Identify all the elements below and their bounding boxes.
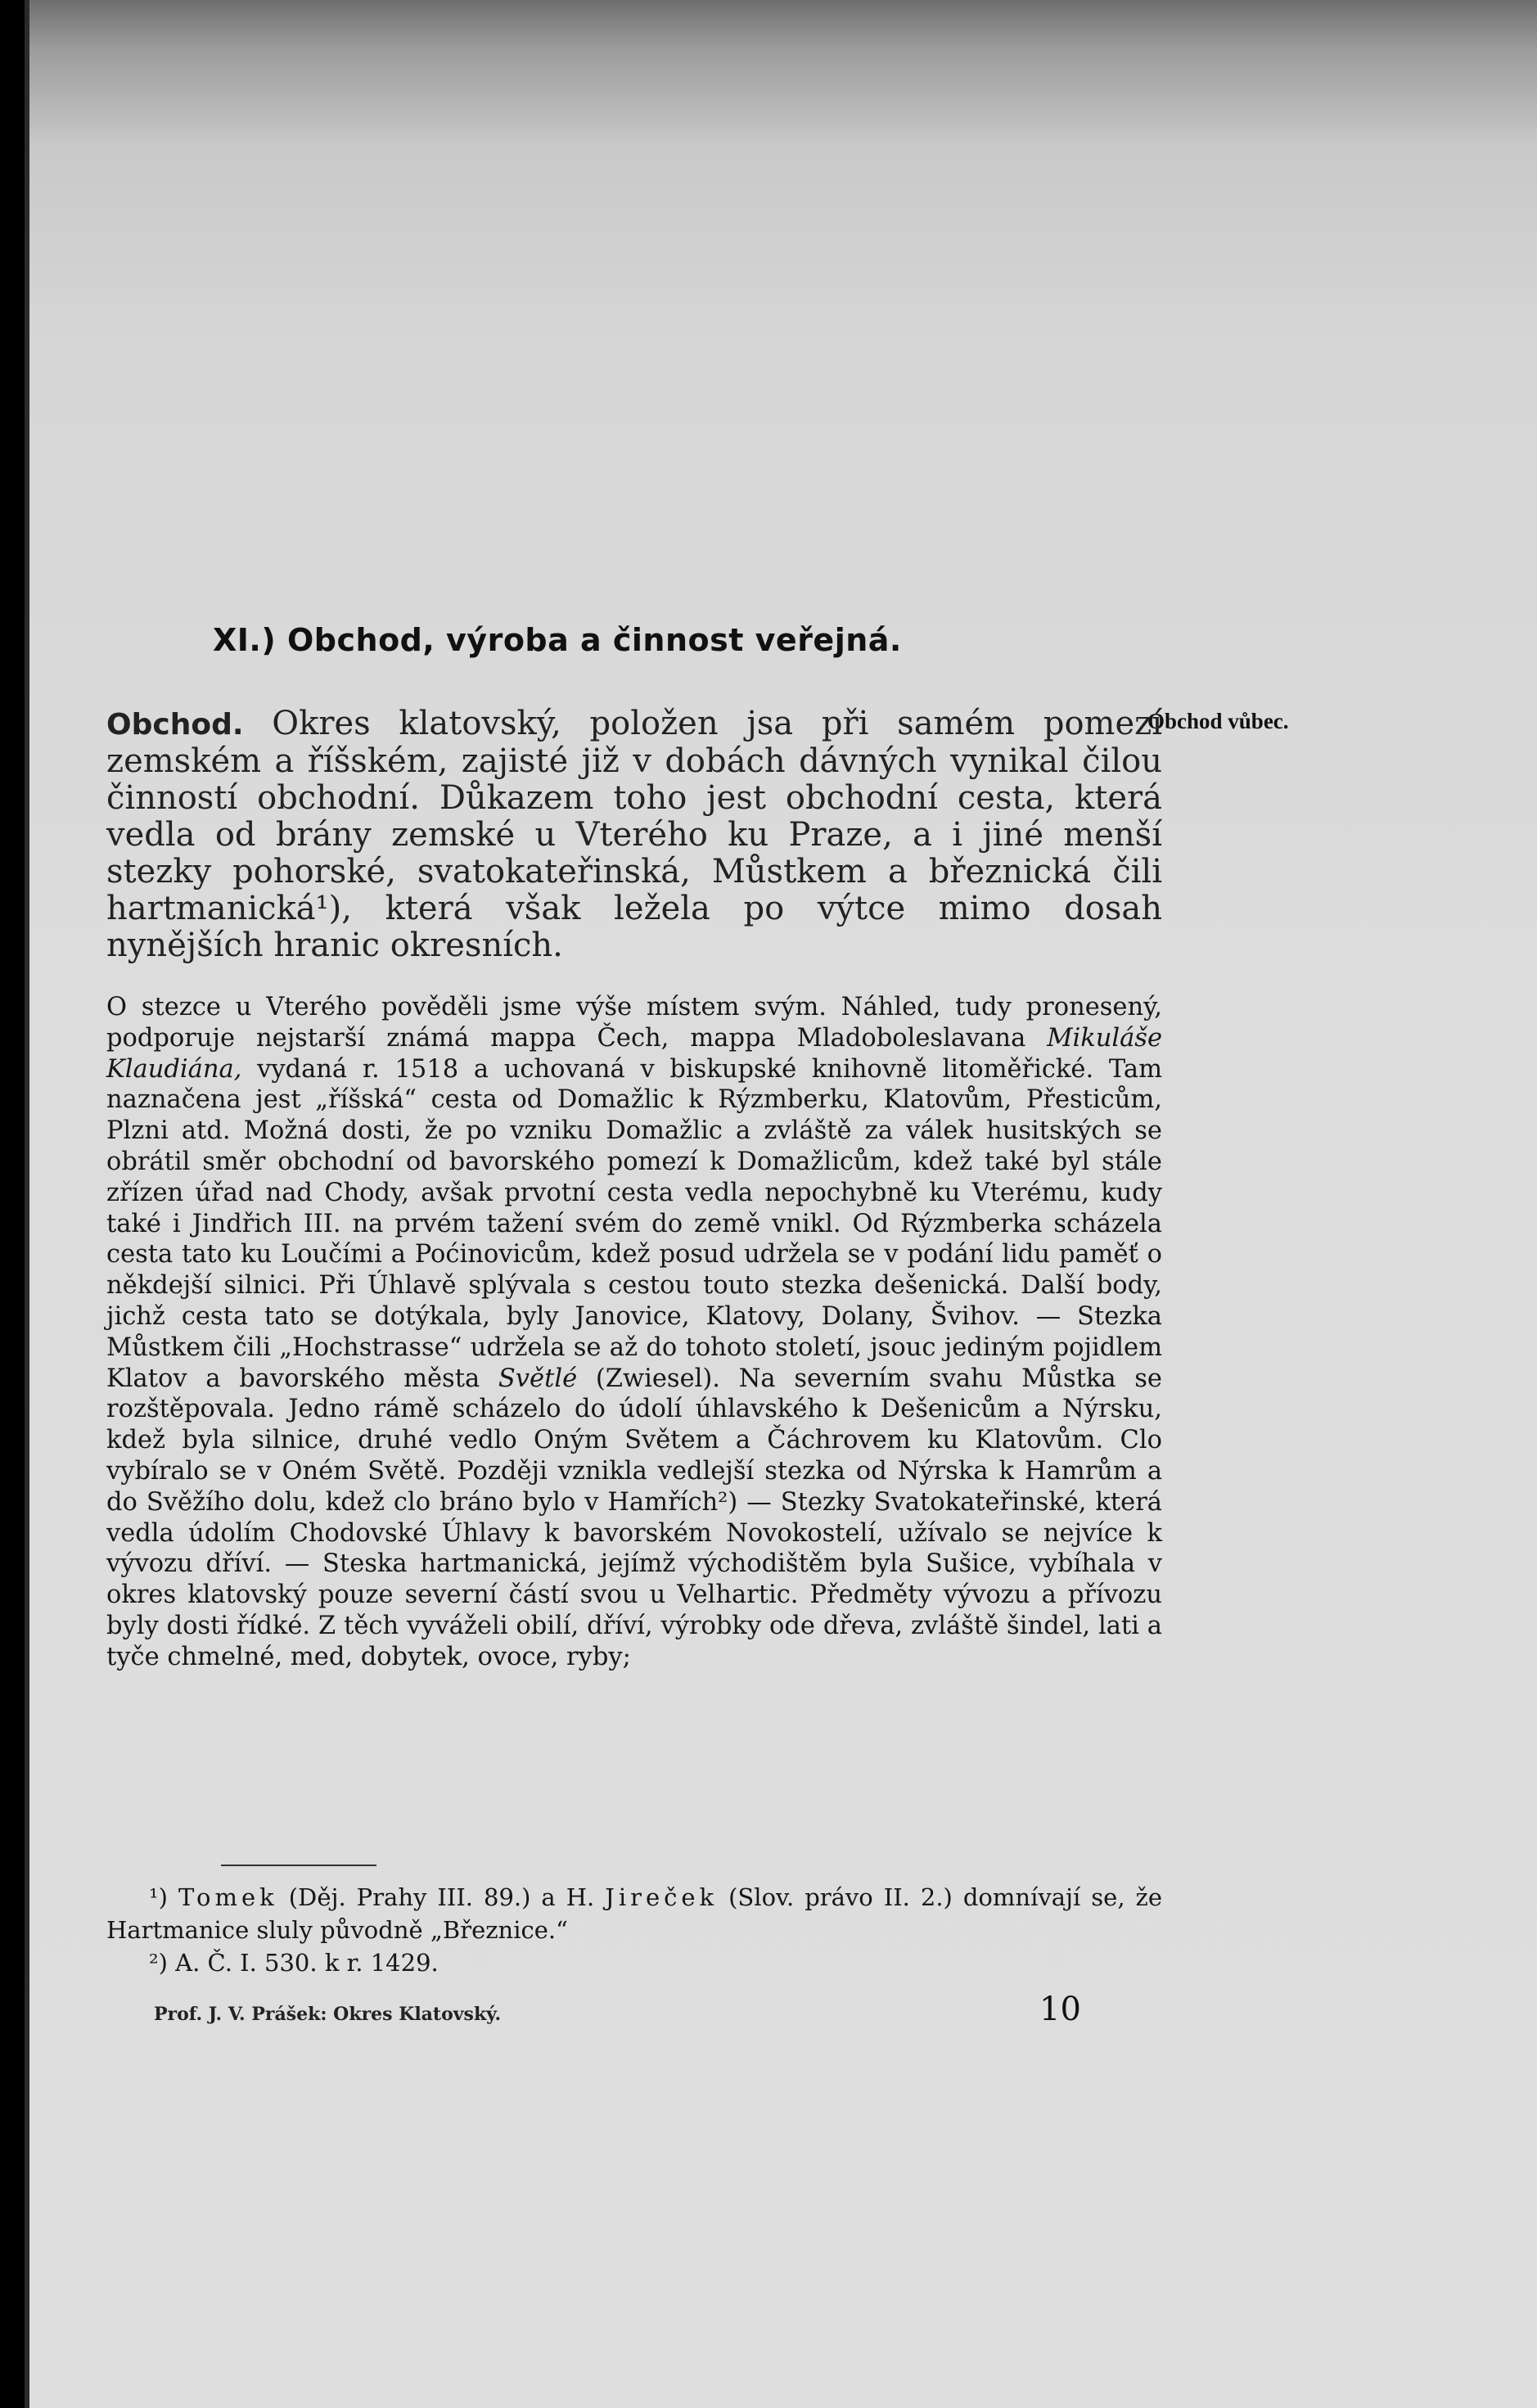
- paragraph-routes: [106, 992, 1162, 1673]
- footnote-divider: [221, 1865, 376, 1866]
- paragraph-lead-word: Obchod.: [106, 708, 244, 742]
- italic-town-svetle: Světlé: [498, 1364, 578, 1393]
- section-number: XI.): [213, 622, 277, 658]
- paragraph-intro-text: Okres klatovský, položen jsa při samém pomezí zemském a říšském, zajisté již v dobách dávných vynikal čilou činností obchodní. Důkazem toho jest obchodní cesta, která vedla od brány zemské u Vterého ku Praze, a i jiné menší stezky pohorské, svatokateřinská, Můstkem a březnická čili hartmanická¹), která však ležela po výtce mimo dosah nynějších hranic okresních.: [106, 705, 1162, 964]
- italic-name-klaudian: Mikuláše Klaudiána,: [106, 1023, 1162, 1084]
- footnote-1-mark: ¹): [149, 1883, 168, 1911]
- paragraph-routes-part1: O stezce u Vterého pověděli jsme výše místem svým. Náhled, tudy pronesený, podporuje nejstarší známá mappa Čech, mappa Mladoboleslavana: [106, 993, 1162, 1053]
- section-heading: [213, 622, 902, 658]
- footnotes: [106, 1881, 1162, 1979]
- printer-signature: Prof. J. V. Prášek: Okres Klatovský.: [154, 2004, 502, 2025]
- footnote-1-author1: Tomek: [178, 1883, 278, 1911]
- margin-note: Obchod vůbec.: [1147, 709, 1289, 733]
- footnote-1: [106, 1881, 1162, 1946]
- footnote-1-rest: (Slov. právo II. 2.) domnívají se, že Hartmanice sluly původně „Březnice.“: [106, 1883, 1162, 1944]
- footnote-2-text: A. Č. I. 530. k r. 1429.: [167, 1949, 439, 1977]
- scanned-page: [25, 0, 1537, 2408]
- paragraph-routes-part3: (Zwiesel). Na severním svahu Můstka se rozštěpovala. Jedno rámě scházelo do údolí úhlavského k Dešenicům a Nýrsku, kdež byla silnice, druhé vedlo Oným Světem a Čáchrovem ku Klatovům. Clo vybíralo se v Oném Světě. Později vznikla vedlejší stezka od Nýrska k Hamrům a do Svěžího dolu, kdež clo bráno bylo v Hamřích²) — Stezky Svatokateřinské, která vedla údolím Chodovské Úhlavy k bavorském Novokostelí, užívalo se nejvíce k vývozu dříví. — Steska hartmanická, jejímž východištěm byla Sušice, vybíhala v okres klatovský pouze severní částí svou u Velhartic. Předměty vývozu a přívozu byly dosti řídké. Z těch vyváželi obilí, dříví, výrobky ode dřeva, zvláště šindel, lati a tyče chmelné, med, dobytek, ovoce, ryby;: [106, 1364, 1162, 1671]
- section-title: Obchod, výroba a činnost veřejná.: [286, 622, 902, 658]
- footnote-2-mark: ²): [149, 1949, 168, 1977]
- page-number: 10: [1039, 1991, 1081, 2028]
- page-edge-rule: [25, 0, 29, 2408]
- footnote-1-middle: (Děj. Prahy III. 89.) a H.: [277, 1883, 606, 1911]
- paragraph-routes-part2: vydaná r. 1518 a uchovaná v biskupské knihovně litoměřické. Tam naznačena jest „říšská“ cesta od Domažlic k Rýzmberku, Klatovům, Přesticům, Plzni atd. Možná dosti, že po vzniku Domažlic a zvláště za válek husitských se obrátil směr obchodní od bavorského pomezí k Domažlicům, kdež také byl stále zřízen úřad nad Chody, avšak prvotní cesta vedla nepochybně ku Vterému, kudy také i Jindřich III. na prvém tažení svém do země vnikl. Od Rýzmberka scházela cesta tato ku Loučími a Poćinovicům, kdež posud udržela se v podání lidu paměť o někdejší silnici. Při Úhlavě splývala s cestou touto stezka dešenická. Další body, jichž cesta tato se dotýkala, byly Janovice, Klatovy, Dolany, Švihov. — Stezka Můstkem čili „Hochstrasse“ udržela se až do tohoto století, jsouc jediným pojidlem Klatov a bavorského města: [106, 1054, 1162, 1393]
- footnote-2: [106, 1946, 1162, 1979]
- paragraph-intro: [106, 706, 1162, 964]
- footnote-1-author2: Jireček: [605, 1883, 719, 1911]
